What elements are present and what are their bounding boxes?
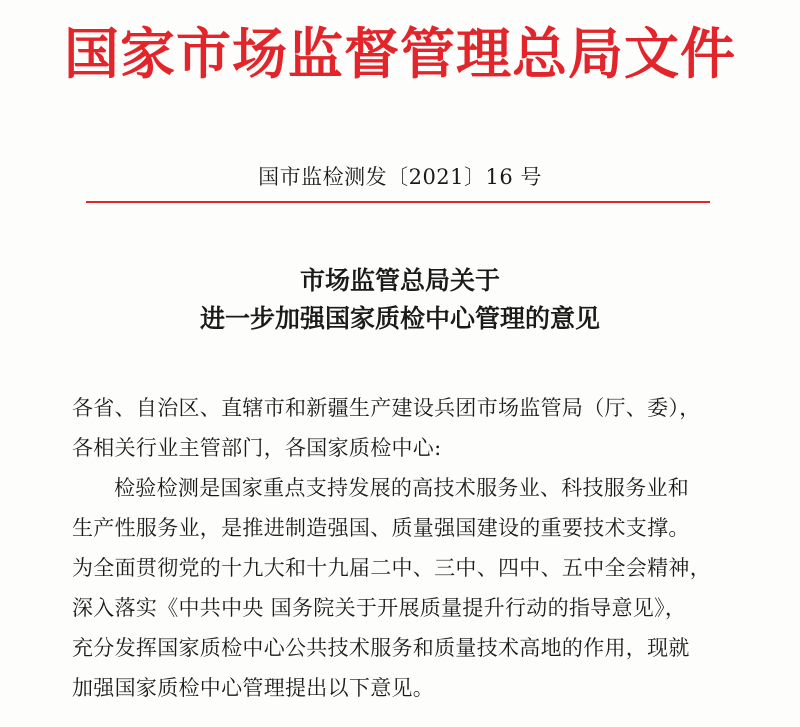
addressee-line-1: 各省、自治区、直辖市和新疆生产建设兵团市场监管局（厅、委）， <box>72 396 701 420</box>
document-number: 国市监检测发〔2021〕16 号 <box>258 165 542 189</box>
document-title <box>0 262 800 338</box>
red-separator-line <box>86 201 710 203</box>
issuing-authority-header: 国家市场监督管理总局文件 <box>63 22 736 86</box>
body-line: 生产性服务业，是推进制造强国、质量强国建设的重要技术支撑。 <box>72 516 690 540</box>
title-line-2: 进一步加强国家质检中心管理的意见 <box>199 304 600 333</box>
body-line: 检验检测是国家重点支持发展的高技术服务业、科技服务业和 <box>114 476 690 500</box>
body-line: 为全面贯彻党的十九大和十九届二中、三中、四中、五中全会精神， <box>72 556 711 580</box>
addressee-line-2: 各相关行业主管部门，各国家质检中心: <box>72 436 442 460</box>
body-line: 充分发挥国家质检中心公共技术服务和质量技术高地的作用，现就 <box>72 636 690 660</box>
body-line: 深入落实《中共中央 国务院关于开展质量提升行动的指导意见》， <box>72 596 687 620</box>
document-body <box>72 388 752 708</box>
title-line-1: 市场监管总局关于 <box>299 266 500 295</box>
body-line: 加强国家质检中心管理提出以下意见。 <box>72 676 435 700</box>
